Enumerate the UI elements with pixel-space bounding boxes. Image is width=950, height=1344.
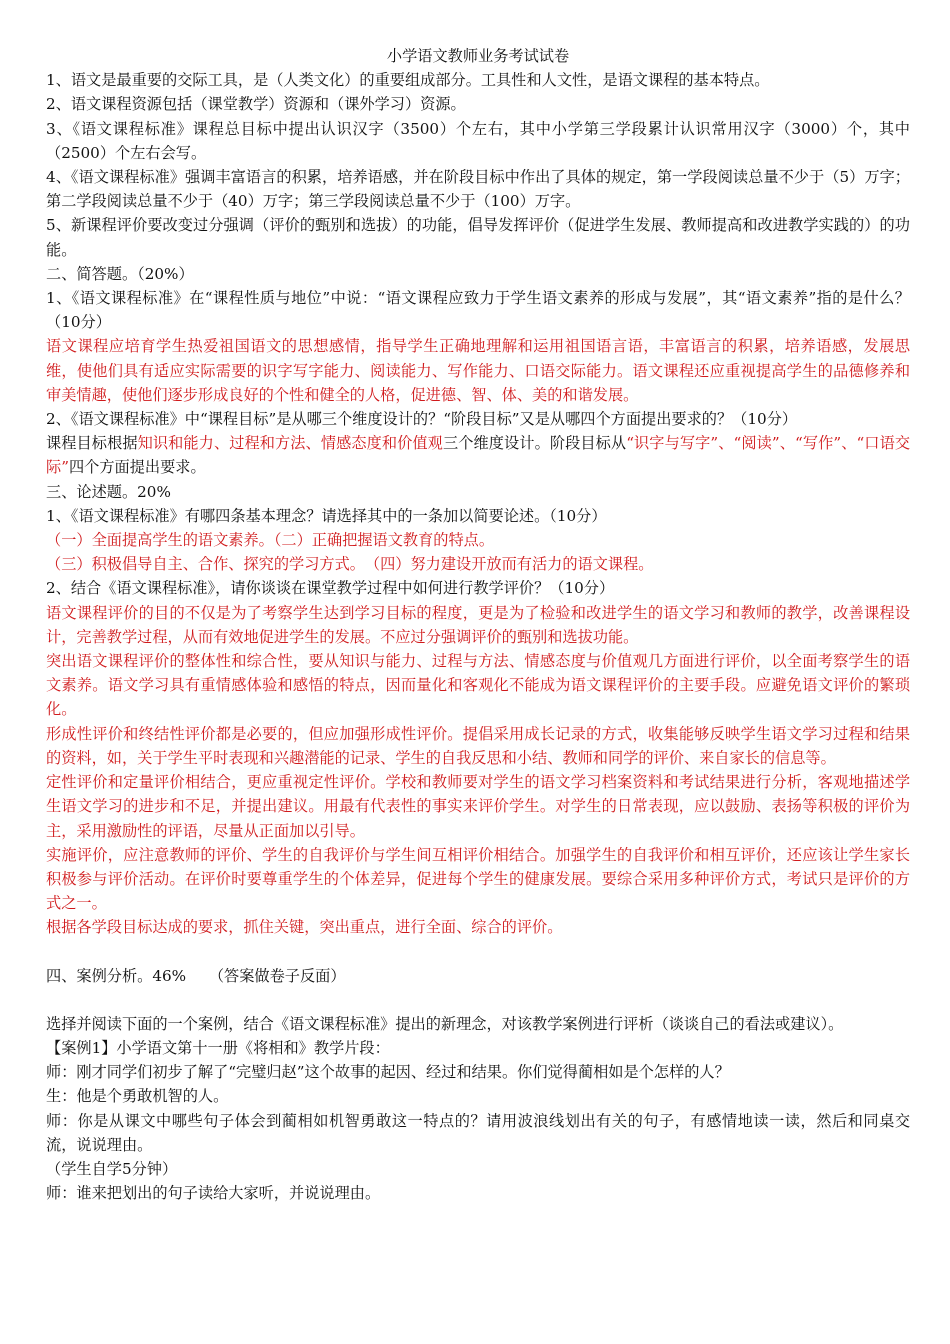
- section-heading-short-answer: 二、简答题。（20%）: [46, 264, 194, 283]
- essay-question-1: 1、《语文课程标准》有哪四条基本理念？请选择其中的一条加以简要论述。（10分）: [46, 506, 607, 525]
- fill-question-1: 1、语文是最重要的交际工具，是（人类文化）的重要组成部分。工具性和人文性，是语文课程的基本特点。: [46, 71, 770, 90]
- spacer: [46, 940, 910, 964]
- essay-answer-2-paragraph: 语文课程评价的目的不仅是为了考察学生达到学习目标的程度，更是为了检验和改进学生的语文学习和教师的教学，改善课程设计，完善教学过程，从而有效地促进学生的发展。不应过分强调评价的甄别和选拔功能。: [46, 603, 910, 646]
- fill-question-3: 3、《语文课程标准》课程总目标中提出认识汉字（3500）个左右，其中小学第三学段累计认识常用汉字（3000）个，其中（2500）个左右会写。: [46, 119, 910, 162]
- essay-answer-2-paragraph: 形成性评价和终结性评价都是必要的，但应加强形成性评价。提倡采用成长记录的方式，收集能够反映学生语文学习过程和结果的资料，如，关于学生平时表现和兴趣潜能的记录、学生的自我反思和小结、教师和同学的评价、来自家长的信息等。: [46, 724, 910, 767]
- essay-question-2: 2、结合《语文课程标准》，请你谈谈在课堂教学过程中如何进行教学评价？（10分）: [46, 579, 615, 598]
- fill-question-2: 2、语文课程资源包括（课堂教学）资源和（课外学习）资源。: [46, 95, 466, 114]
- essay-answer-2-paragraph: 突出语文课程评价的整体性和综合性，要从知识与能力、过程与方法、情感态度与价值观几方面进行评价，以全面考察学生的语文素养。语文学习具有重情感体验和感悟的特点，因而量化和客观化不能成为语文课程评价的主要手段。应避免语文评价的繁琐化。: [46, 652, 910, 719]
- case-intro: 选择并阅读下面的一个案例，结合《语文课程标准》提出的新理念，对该教学案例进行评析（谈谈自己的看法或建议）。: [46, 1014, 844, 1033]
- spacer: [46, 988, 910, 1012]
- answer-2-aspects: “识字与写字”、“阅读”、“写作”、“口语交际”: [46, 434, 911, 477]
- short-question-2: 2、《语文课程标准》中“课程目标”是从哪三个维度设计的？“阶段目标”又是从哪四个方面提出要求的？（10分）: [46, 410, 798, 429]
- answer-2-dimensions: 知识和能力、过程和方法、情感态度和价值观: [137, 434, 443, 453]
- essay-answer-2-paragraph: 定性评价和定量评价相结合，更应重视定性评价。学校和教师要对学生的语文学习档案资料和考试结果进行分析，客观地描述学生语文学习的进步和不足，并提出建议。用最有代表性的事实来评价学生。对学生的日常表现，应以鼓励、表扬等积极的评价为主，采用激励性的评语，尽量从正面加以引导。: [46, 773, 910, 840]
- page-title: 小学语文教师业务考试试卷: [386, 47, 570, 65]
- case-dialogue-line: 师：谁来把划出的句子读给大家听，并说说理由。: [46, 1184, 381, 1203]
- answer-2-middle: 三个维度设计。阶段目标从: [442, 434, 627, 453]
- case-dialogue-line: 师：刚才同学们初步了解了“完璧归赵”这个故事的起因、经过和结果。你们觉得蔺相如是个怎样的人？: [46, 1063, 730, 1082]
- answer-2-prefix: 课程目标根据: [46, 434, 138, 453]
- essay-answer-1-line-1: （一）全面提高学生的语文素养。（二）正确把握语文教育的特点。: [46, 531, 495, 550]
- essay-answer-1-line-2: （三）积极倡导自主、合作、探究的学习方式。 （四）努力建设开放而有活力的语文课程。: [46, 555, 654, 574]
- essay-answer-2-paragraph: 实施评价，应注意教师的评价、学生的自我评价与学生间互相评价相结合。加强学生的自我评价和相互评价，还应该让学生家长积极参与评价活动。在评价时要尊重学生的个体差异，促进每个学生的健康发展。要综合采用多种评价方式，考试只是评价的方式之一。: [46, 845, 910, 913]
- case-dialogue-line: 师：你是从课文中哪些句子体会到蔺相如机智勇敢这一特点的？请用波浪线划出有关的句子，有感情地读一读，然后和同桌交流，说说理由。: [46, 1111, 910, 1154]
- essay-answer-2-paragraph: 根据各学段目标达成的要求，抓住关键，突出重点，进行全面、综合的评价。: [46, 918, 563, 937]
- case-title: 【案例1】小学语文第十一册《将相和》教学片段：: [46, 1038, 390, 1057]
- short-answer-2: [46, 431, 910, 479]
- case-dialogue-line: （学生自学5分钟）: [46, 1159, 178, 1178]
- section-heading-case-analysis: 四、案例分析。46% （答案做卷子反面）: [46, 966, 346, 985]
- case-dialogue-line: 生：他是个勇敢机智的人。: [46, 1087, 229, 1106]
- short-answer-1: 语文课程应培育学生热爱祖国语文的思想感情，指导学生正确地理解和运用祖国语言语，丰富语言的积累，培养语感，发展思维，使他们具有适应实际需要的识字写字能力、阅读能力、写作能力、口语交际能力。语文课程还应重视提高学生的品德修养和审美情趣，使他们逐步形成良好的个性和健全的人格，促进德、智、体、美的和谐发展。: [46, 337, 910, 404]
- fill-question-5: 5、新课程评价要改变过分强调（评价的甄别和选拔）的功能，倡导发挥评价（促进学生发展、教师提高和改进教学实践的）的功能。: [46, 216, 910, 259]
- short-question-1: 1、《语文课程标准》在“课程性质与地位”中说：“语文课程应致力于学生语文素养的形成与发展”，其“语文素养”指的是什么？（10分）: [46, 289, 910, 332]
- fill-question-4: 4、《语文课程标准》强调丰富语言的积累，培养语感，并在阶段目标中作出了具体的规定，第一学段阅读总量不少于（5）万字；第二学段阅读总量不少于（40）万字；第三学段阅读总量不少于（100）万字。: [46, 168, 910, 211]
- section-heading-essay: 三、论述题。20%: [46, 482, 171, 501]
- answer-2-suffix: 四个方面提出要求。: [68, 458, 206, 477]
